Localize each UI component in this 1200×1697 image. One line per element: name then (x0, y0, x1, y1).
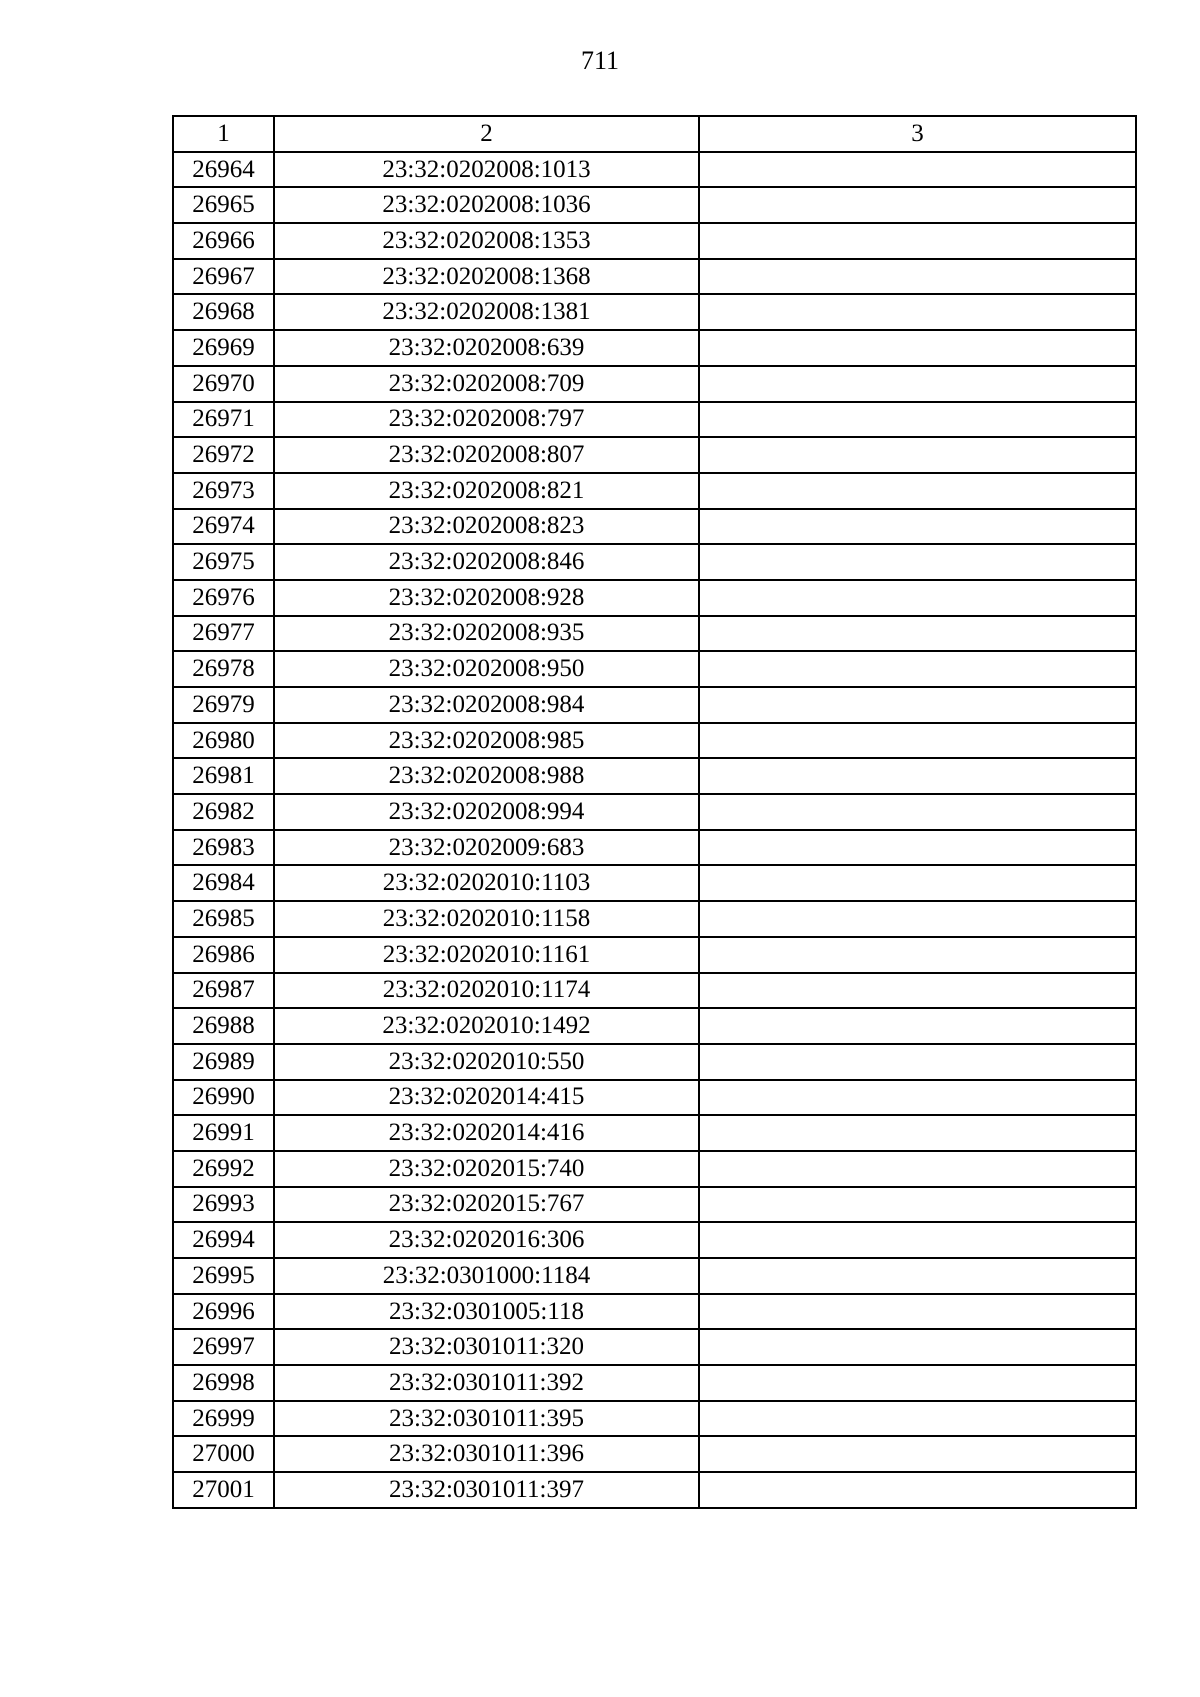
table-row (173, 1115, 1136, 1151)
cadastral-number-cell: 23:32:0202010:1158 (274, 901, 699, 937)
table-row (173, 794, 1136, 830)
table-row (173, 152, 1136, 188)
row-number-cell: 26992 (173, 1151, 274, 1187)
cadastral-number-cell: 23:32:0202010:1103 (274, 865, 699, 901)
row-number-cell: 26994 (173, 1222, 274, 1258)
cadastral-number-cell: 23:32:0202008:709 (274, 366, 699, 402)
cadastral-number-cell: 23:32:0202010:1161 (274, 937, 699, 973)
table-row (173, 865, 1136, 901)
row-number-cell: 26977 (173, 616, 274, 652)
note-cell (699, 687, 1136, 723)
cadastral-number-cell: 23:32:0202015:740 (274, 1151, 699, 1187)
note-cell (699, 509, 1136, 545)
note-cell (699, 402, 1136, 438)
cadastral-number-cell: 23:32:0202016:306 (274, 1222, 699, 1258)
table-row (173, 1436, 1136, 1472)
registry-table (172, 115, 1137, 1509)
row-number-cell: 26973 (173, 473, 274, 509)
note-cell (699, 152, 1136, 188)
table-row (173, 687, 1136, 723)
cadastral-number-cell: 23:32:0202008:1036 (274, 187, 699, 223)
row-number-cell: 26990 (173, 1080, 274, 1116)
cadastral-number-cell: 23:32:0202008:807 (274, 437, 699, 473)
row-number-cell: 26964 (173, 152, 274, 188)
table-row (173, 1329, 1136, 1365)
row-number-cell: 26974 (173, 509, 274, 545)
note-cell (699, 758, 1136, 794)
cadastral-number-cell: 23:32:0301011:392 (274, 1365, 699, 1401)
cadastral-number-cell: 23:32:0202015:767 (274, 1187, 699, 1223)
cadastral-number-cell: 23:32:0202014:415 (274, 1080, 699, 1116)
note-cell (699, 1365, 1136, 1401)
cadastral-number-cell: 23:32:0202008:984 (274, 687, 699, 723)
row-number-cell: 26971 (173, 402, 274, 438)
note-cell (699, 1008, 1136, 1044)
note-cell (699, 366, 1136, 402)
table-row (173, 1080, 1136, 1116)
row-number-cell: 26967 (173, 259, 274, 295)
table-row (173, 830, 1136, 866)
note-cell (699, 330, 1136, 366)
row-number-cell: 26997 (173, 1329, 274, 1365)
note-cell (699, 1115, 1136, 1151)
note-cell (699, 1222, 1136, 1258)
table-row (173, 973, 1136, 1009)
table-row (173, 651, 1136, 687)
table-row (173, 1008, 1136, 1044)
row-number-cell: 26987 (173, 973, 274, 1009)
row-number-cell: 26991 (173, 1115, 274, 1151)
table-row (173, 402, 1136, 438)
note-cell (699, 901, 1136, 937)
row-number-cell: 26975 (173, 544, 274, 580)
cadastral-number-cell: 23:32:0202008:821 (274, 473, 699, 509)
cadastral-number-cell: 23:32:0202008:950 (274, 651, 699, 687)
row-number-cell: 26970 (173, 366, 274, 402)
cadastral-number-cell: 23:32:0301011:395 (274, 1401, 699, 1437)
cadastral-number-cell: 23:32:0301000:1184 (274, 1258, 699, 1294)
row-number-cell: 26978 (173, 651, 274, 687)
row-number-cell: 26999 (173, 1401, 274, 1437)
row-number-cell: 27001 (173, 1472, 274, 1508)
cadastral-number-cell: 23:32:0202008:797 (274, 402, 699, 438)
note-cell (699, 1258, 1136, 1294)
row-number-cell: 26988 (173, 1008, 274, 1044)
table-row (173, 437, 1136, 473)
note-cell (699, 1294, 1136, 1330)
row-number-cell: 26989 (173, 1044, 274, 1080)
row-number-cell: 26993 (173, 1187, 274, 1223)
cadastral-number-cell: 23:32:0202008:988 (274, 758, 699, 794)
note-cell (699, 1044, 1136, 1080)
table-row (173, 723, 1136, 759)
note-cell (699, 544, 1136, 580)
table-body (173, 152, 1136, 1508)
table-row (173, 1472, 1136, 1508)
column-header-3: 3 (699, 116, 1136, 152)
cadastral-number-cell: 23:32:0202010:1174 (274, 973, 699, 1009)
note-cell (699, 830, 1136, 866)
note-cell (699, 473, 1136, 509)
note-cell (699, 1436, 1136, 1472)
row-number-cell: 26976 (173, 580, 274, 616)
cadastral-number-cell: 23:32:0202008:1381 (274, 294, 699, 330)
note-cell (699, 865, 1136, 901)
row-number-cell: 26983 (173, 830, 274, 866)
header-row (173, 116, 1136, 152)
cadastral-number-cell: 23:32:0202008:985 (274, 723, 699, 759)
table-row (173, 544, 1136, 580)
table-row (173, 294, 1136, 330)
row-number-cell: 26995 (173, 1258, 274, 1294)
table-row (173, 366, 1136, 402)
table-row (173, 1222, 1136, 1258)
cadastral-number-cell: 23:32:0301011:396 (274, 1436, 699, 1472)
table-row (173, 937, 1136, 973)
table-row (173, 1044, 1136, 1080)
note-cell (699, 973, 1136, 1009)
column-header-2: 2 (274, 116, 699, 152)
table-row (173, 1258, 1136, 1294)
table-row (173, 1401, 1136, 1437)
table-row (173, 1365, 1136, 1401)
cadastral-number-cell: 23:32:0301011:320 (274, 1329, 699, 1365)
row-number-cell: 26996 (173, 1294, 274, 1330)
note-cell (699, 1401, 1136, 1437)
row-number-cell: 26981 (173, 758, 274, 794)
row-number-cell: 26980 (173, 723, 274, 759)
note-cell (699, 259, 1136, 295)
table-row (173, 473, 1136, 509)
cadastral-number-cell: 23:32:0202008:935 (274, 616, 699, 652)
row-number-cell: 26985 (173, 901, 274, 937)
row-number-cell: 26972 (173, 437, 274, 473)
table-row (173, 259, 1136, 295)
table-row (173, 509, 1136, 545)
table-row (173, 187, 1136, 223)
note-cell (699, 616, 1136, 652)
row-number-cell: 26986 (173, 937, 274, 973)
table-row (173, 1187, 1136, 1223)
note-cell (699, 1080, 1136, 1116)
row-number-cell: 26982 (173, 794, 274, 830)
table-row (173, 901, 1136, 937)
table-row (173, 1294, 1136, 1330)
row-number-cell: 26998 (173, 1365, 274, 1401)
note-cell (699, 1329, 1136, 1365)
cadastral-number-cell: 23:32:0202008:639 (274, 330, 699, 366)
note-cell (699, 937, 1136, 973)
note-cell (699, 294, 1136, 330)
page-number: 711 (580, 46, 620, 75)
cadastral-number-cell: 23:32:0202009:683 (274, 830, 699, 866)
table-row (173, 580, 1136, 616)
table-row (173, 1151, 1136, 1187)
note-cell (699, 794, 1136, 830)
cadastral-number-cell: 23:32:0202008:1353 (274, 223, 699, 259)
table-header (173, 116, 1136, 152)
note-cell (699, 651, 1136, 687)
note-cell (699, 187, 1136, 223)
note-cell (699, 580, 1136, 616)
cadastral-number-cell: 23:32:0202008:823 (274, 509, 699, 545)
cadastral-number-cell: 23:32:0301005:118 (274, 1294, 699, 1330)
cadastral-number-cell: 23:32:0202010:550 (274, 1044, 699, 1080)
cadastral-number-cell: 23:32:0202008:1013 (274, 152, 699, 188)
note-cell (699, 437, 1136, 473)
cadastral-number-cell: 23:32:0202008:928 (274, 580, 699, 616)
row-number-cell: 26979 (173, 687, 274, 723)
note-cell (699, 1151, 1136, 1187)
table-row (173, 223, 1136, 259)
table-row (173, 758, 1136, 794)
cadastral-number-cell: 23:32:0202008:994 (274, 794, 699, 830)
row-number-cell: 26966 (173, 223, 274, 259)
cadastral-number-cell: 23:32:0202008:1368 (274, 259, 699, 295)
table-row (173, 330, 1136, 366)
row-number-cell: 26968 (173, 294, 274, 330)
cadastral-number-cell: 23:32:0202008:846 (274, 544, 699, 580)
row-number-cell: 27000 (173, 1436, 274, 1472)
note-cell (699, 723, 1136, 759)
cadastral-number-cell: 23:32:0202010:1492 (274, 1008, 699, 1044)
note-cell (699, 1472, 1136, 1508)
table-row (173, 616, 1136, 652)
row-number-cell: 26965 (173, 187, 274, 223)
cadastral-number-cell: 23:32:0202014:416 (274, 1115, 699, 1151)
row-number-cell: 26984 (173, 865, 274, 901)
column-header-1: 1 (173, 116, 274, 152)
note-cell (699, 223, 1136, 259)
cadastral-number-cell: 23:32:0301011:397 (274, 1472, 699, 1508)
row-number-cell: 26969 (173, 330, 274, 366)
note-cell (699, 1187, 1136, 1223)
